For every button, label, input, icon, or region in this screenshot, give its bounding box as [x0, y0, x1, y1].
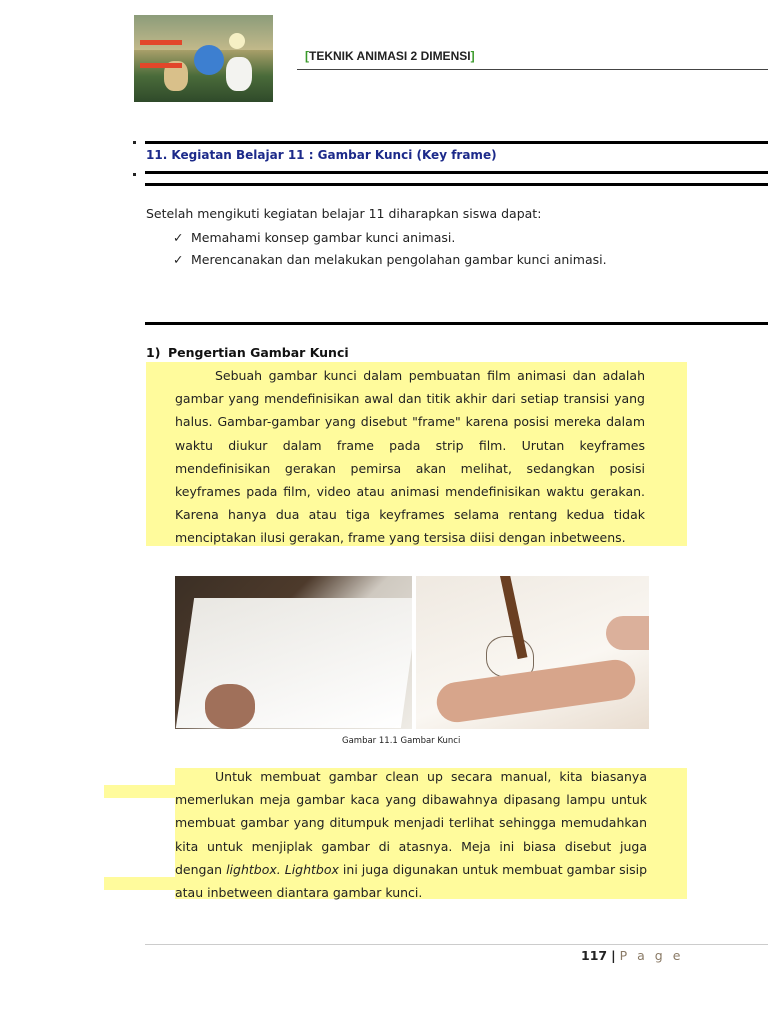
header-title: [TEKNIK ANIMASI 2 DIMENSI]	[305, 49, 475, 63]
section-rule-top	[145, 141, 768, 144]
section-rule-bottom	[145, 183, 768, 186]
objective-item: ✓ Merencanakan dan melakukan pengolahan gambar kunci animasi.	[173, 252, 607, 267]
paragraph-key-frame-definition: Sebuah gambar kunci dalam pembuatan film animasi dan adalah gambar yang mendefinisikan awal dan titik akhir dari setiap transisi yang halus. Gambar-gambar yang disebut "frame" karena posisi mereka dalam waktu diukur dalam frame pada strip film. Urutan keyframes mendefinisikan gerakan pemirsa akan melihat, sedangkan posisi keyframes pada film, video atau animasi mendefinisikan waktu gerakan. Karena hanya dua atau tiga keyframes selama rentang kedua tidak menciptakan ilusi gerakan, frame yang tersisa diisi dengan inbetweens.	[175, 368, 645, 546]
rule-marker	[133, 141, 136, 144]
highlight-fragment	[104, 785, 175, 798]
objective-item: ✓ Memahami konsep gambar kunci animasi.	[173, 230, 456, 245]
page-footer: 117 | P a g e	[581, 948, 684, 963]
section-rule-middle	[145, 171, 768, 174]
highlight-fragment	[104, 877, 175, 890]
subsection-heading: 1) Pengertian Gambar Kunci	[146, 345, 349, 360]
checkmark-icon: ✓	[173, 230, 184, 245]
page-number: 117	[581, 948, 608, 963]
figure-caption: Gambar 11.1 Gambar Kunci	[342, 736, 461, 746]
header-logo-image	[134, 15, 273, 102]
page-label: P a g e	[619, 948, 684, 963]
rule-marker	[133, 173, 136, 176]
section-title: 11. Kegiatan Belajar 11 : Gambar Kunci (Key frame)	[146, 148, 497, 162]
content-rule	[145, 322, 768, 325]
photo-pencil-sketch	[416, 576, 649, 729]
objectives-intro: Setelah mengikuti kegiatan belajar 11 diharapkan siswa dapat:	[146, 206, 542, 221]
paragraph-lightbox: Untuk membuat gambar clean up secara manual, kita biasanya memerlukan meja gambar kaca yang dibawahnya dipasang lampu untuk membuat gambar yang ditumpuk menjadi terlihat sehingga memudahkan kita untuk menjiplak gambar di atasnya. Meja ini biasa disebut juga dengan lightbox. Lightbox ini juga digunakan untuk membuat gambar sisip atau inbetween diantara gambar kunci.	[175, 769, 648, 901]
checkmark-icon: ✓	[173, 252, 184, 267]
italic-lightbox-term: lightbox. Lightbox	[226, 861, 339, 877]
photo-lightbox-drawing	[175, 576, 412, 729]
header-divider	[297, 69, 768, 70]
footer-divider	[145, 944, 768, 945]
